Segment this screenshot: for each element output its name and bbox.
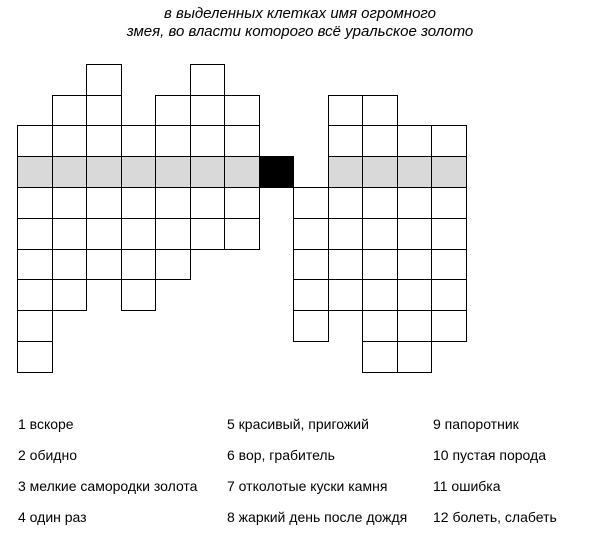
grid-cell[interactable]	[362, 125, 398, 157]
clue-4: 4 один раз	[18, 509, 87, 525]
grid-cell[interactable]	[328, 279, 363, 311]
grid-cell[interactable]	[224, 218, 260, 250]
grid-cell[interactable]	[431, 249, 467, 280]
grid-cell[interactable]	[121, 156, 156, 188]
grid-cell[interactable]	[155, 95, 191, 126]
grid-cell[interactable]	[328, 156, 363, 188]
grid-cell[interactable]	[86, 187, 122, 219]
grid-cell[interactable]	[52, 279, 87, 311]
clue-8: 8 жаркий день после дождя	[227, 509, 408, 525]
clue-9: 9 папоротник	[433, 416, 519, 432]
grid-cell[interactable]	[362, 310, 398, 342]
grid-cell[interactable]	[362, 156, 398, 188]
clue-1: 1 вскоре	[18, 416, 74, 432]
grid-cell[interactable]	[190, 125, 225, 157]
grid-cell[interactable]	[86, 249, 122, 280]
grid-cell[interactable]	[17, 218, 53, 250]
grid-cell[interactable]	[397, 218, 432, 250]
grid-cell[interactable]	[121, 249, 156, 280]
grid-cell[interactable]	[17, 156, 53, 188]
clue-12: 12 болеть, слабеть	[433, 509, 557, 525]
grid-cell[interactable]	[52, 125, 87, 157]
grid-cell[interactable]	[293, 218, 329, 250]
grid-cell[interactable]	[52, 156, 87, 188]
clue-10: 10 пустая порода	[433, 447, 546, 463]
grid-cell[interactable]	[155, 187, 191, 219]
grid-cell[interactable]	[52, 218, 87, 250]
grid-cell[interactable]	[328, 187, 363, 219]
grid-cell[interactable]	[362, 218, 398, 250]
grid-cell[interactable]	[155, 249, 191, 280]
grid-cell[interactable]	[431, 279, 467, 311]
grid-cell[interactable]	[155, 125, 191, 157]
grid-cell[interactable]	[397, 310, 432, 342]
grid-cell[interactable]	[190, 187, 225, 219]
grid-cell[interactable]	[155, 218, 191, 250]
grid-cell[interactable]	[328, 218, 363, 250]
grid-cell[interactable]	[362, 249, 398, 280]
grid-cell[interactable]	[328, 249, 363, 280]
grid-cell[interactable]	[86, 218, 122, 250]
grid-cell[interactable]	[224, 156, 260, 188]
grid-cell[interactable]	[362, 279, 398, 311]
clue-2: 2 обидно	[18, 447, 77, 463]
grid-cell[interactable]	[52, 249, 87, 280]
grid-cell[interactable]	[190, 64, 225, 96]
grid-cell[interactable]	[328, 125, 363, 157]
grid-cell[interactable]	[293, 249, 329, 280]
grid-cell[interactable]	[397, 156, 432, 188]
grid-cell[interactable]	[17, 249, 53, 280]
title-line-2: змея, во власти которого всё уральское золото	[126, 23, 474, 40]
grid-cell[interactable]	[121, 279, 156, 311]
grid-cell[interactable]	[121, 125, 156, 157]
grid-cell[interactable]	[224, 95, 260, 126]
grid-cell[interactable]	[397, 187, 432, 219]
grid-cell[interactable]	[397, 125, 432, 157]
grid-cell[interactable]	[52, 95, 87, 126]
grid-cell[interactable]	[17, 310, 53, 342]
clue-6: 6 вор, грабитель	[227, 447, 335, 463]
grid-cell[interactable]	[431, 310, 467, 342]
clue-3: 3 мелкие самородки золота	[18, 478, 198, 494]
grid-cell[interactable]	[52, 187, 87, 219]
grid-cell[interactable]	[431, 187, 467, 219]
grid-cell[interactable]	[190, 218, 225, 250]
clue-7: 7 отколотые куски камня	[227, 478, 388, 494]
grid-cell[interactable]	[293, 279, 329, 311]
grid-cell[interactable]	[362, 187, 398, 219]
grid-cell[interactable]	[328, 95, 363, 126]
grid-cell[interactable]	[121, 187, 156, 219]
grid-cell[interactable]	[86, 125, 122, 157]
grid-cell[interactable]	[397, 341, 432, 373]
grid-cell[interactable]	[17, 187, 53, 219]
grid-cell[interactable]	[17, 279, 53, 311]
grid-cell[interactable]	[190, 95, 225, 126]
grid-cell[interactable]	[362, 95, 398, 126]
clue-5: 5 красивый, пригожий	[227, 416, 369, 432]
grid-cell[interactable]	[431, 125, 467, 157]
grid-cell[interactable]	[431, 218, 467, 250]
grid-cell[interactable]	[17, 125, 53, 157]
grid-cell[interactable]	[431, 156, 467, 188]
grid-cell[interactable]	[397, 249, 432, 280]
black-cell	[259, 156, 294, 188]
title-line-1: в выделенных клетках имя огромного	[164, 5, 436, 22]
clue-11: 11 ошибка	[433, 478, 501, 494]
grid-cell[interactable]	[224, 187, 260, 219]
grid-cell[interactable]	[397, 279, 432, 311]
grid-cell[interactable]	[155, 156, 191, 188]
grid-cell[interactable]	[86, 64, 122, 96]
grid-cell[interactable]	[86, 95, 122, 126]
grid-cell[interactable]	[293, 187, 329, 219]
grid-cell[interactable]	[17, 341, 53, 373]
grid-cell[interactable]	[190, 156, 225, 188]
grid-cell[interactable]	[121, 218, 156, 250]
grid-cell[interactable]	[224, 125, 260, 157]
grid-cell[interactable]	[293, 310, 329, 342]
grid-cell[interactable]	[86, 156, 122, 188]
grid-cell[interactable]	[362, 341, 398, 373]
